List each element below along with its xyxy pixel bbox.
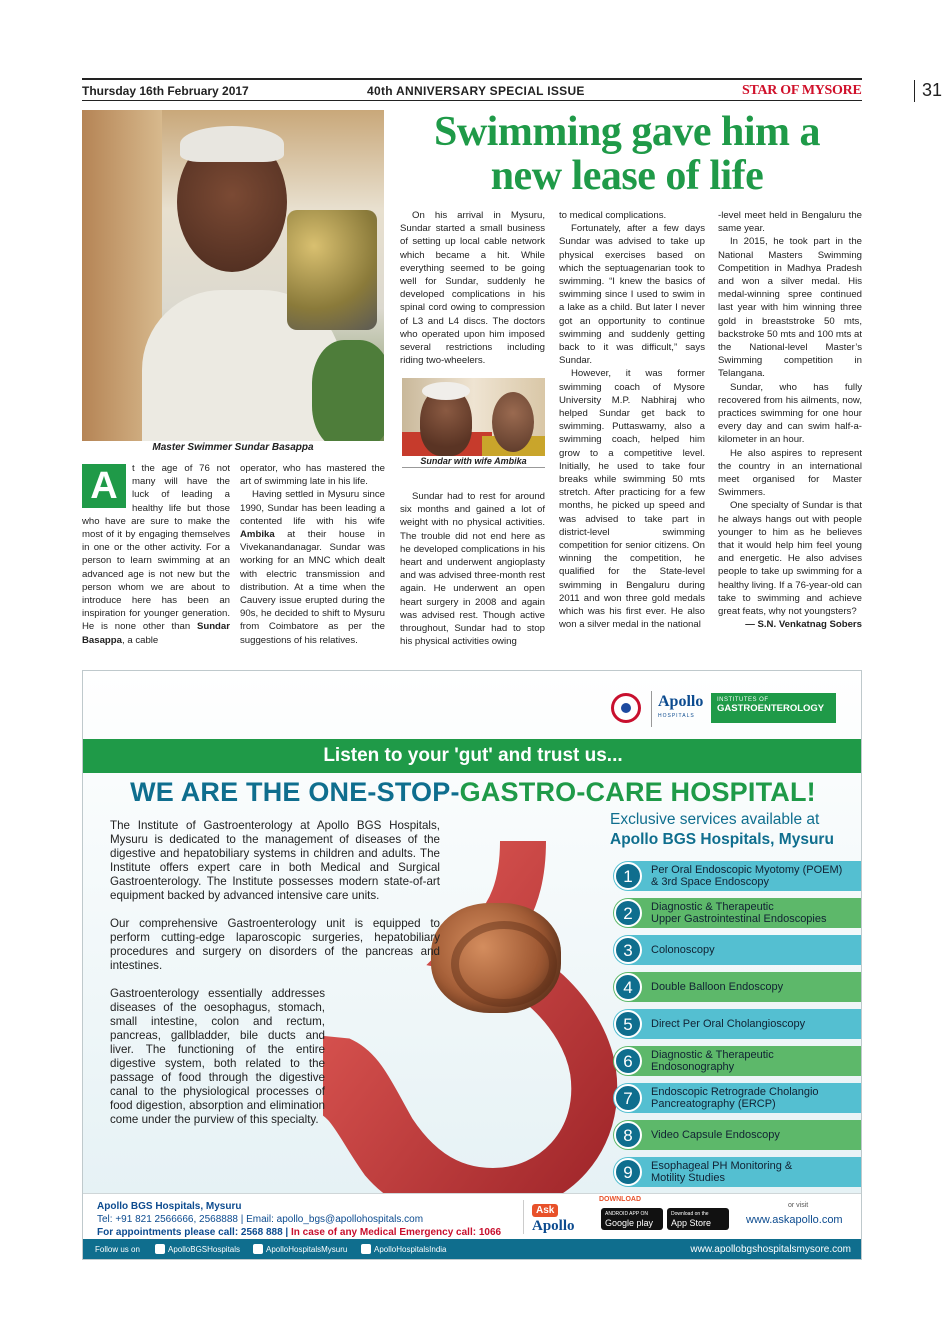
photo2-woman bbox=[492, 392, 534, 452]
headline-line-1: Swimming gave him a bbox=[433, 109, 820, 155]
ask-apollo-logo bbox=[523, 1200, 587, 1234]
photo-medals bbox=[287, 210, 377, 330]
photo2-hair bbox=[422, 382, 470, 400]
service-number: 6 bbox=[614, 1047, 642, 1075]
service-item bbox=[613, 861, 861, 891]
google-play-label: Google play bbox=[605, 1218, 654, 1228]
app-store-label: App Store bbox=[671, 1218, 712, 1228]
service-number: 7 bbox=[614, 1084, 642, 1112]
service-label-a: Per Oral Endoscopic Myotomy (POEM) bbox=[651, 864, 843, 876]
institutes-small: INSTITUTES OF bbox=[717, 697, 769, 703]
ask-apollo-text: Apollo bbox=[532, 1218, 575, 1234]
col3-p1: On his arrival in Mysuru, Sundar started a small business of setting up local cable network which became a hit. While everything seemed to be going well for Sundar, suddenly he developed complications in his spinal cord owing to compression of L3 and L4 discs. The doctors who operated upon him imposed several restrictions including riding two-wheelers. bbox=[400, 210, 545, 367]
apollo-logo-sub: HOSPITALS bbox=[658, 713, 695, 719]
youtube-link[interactable] bbox=[361, 1239, 447, 1260]
photo-hair bbox=[180, 126, 284, 162]
services-heading-1: Exclusive services available at bbox=[610, 811, 820, 828]
byline: — S.N. Venkatnag Sobers bbox=[745, 619, 862, 631]
col1-name: Sundar Basappa bbox=[82, 621, 230, 646]
service-item bbox=[613, 1120, 861, 1150]
ad-contact-bar bbox=[83, 1193, 862, 1239]
ad-title-a: WE ARE THE ONE-STOP- bbox=[130, 777, 460, 807]
col4-p2: Fortunately, after a few days Sundar was advised to take up physical exercises based on which the septuagenarian took to swimming. “I knew the basics of swimming since I used to swim in a lake as a child. But later I never got an opportunity to continue swimming and suddenly getting back to it was difficult,” says Sundar. bbox=[559, 223, 705, 367]
photo-sundar-basappa bbox=[82, 110, 384, 441]
col2-p2-name: Ambika bbox=[240, 529, 275, 541]
facebook-link[interactable] bbox=[155, 1239, 240, 1260]
col5-p2: In 2015, he took part in the National Masters Swimming Competition in Madhya Pradesh and won a silver medal. His medal-winning spree continued last year with him winning three gold in breaststroke 50 mts, backstroke 50 mts and 100 mts at the National-level Master’s Swimming competition in Telangana. bbox=[718, 236, 862, 380]
header-bottom-rule bbox=[82, 100, 862, 101]
photo-sundar-with-wife bbox=[402, 378, 545, 456]
service-label-a: Diagnostic & Therapeutic bbox=[651, 901, 774, 913]
col5-p1: -level meet held in Bengaluru the same year. bbox=[718, 210, 862, 235]
tel-email: Tel: +91 821 2566666, 2568888 | Email: apollo_bgs@apollohospitals.com bbox=[97, 1214, 424, 1225]
col1-text-end: , a cable bbox=[122, 634, 159, 646]
institutes-large: GASTROENTEROLOGY bbox=[717, 703, 825, 714]
service-label: Video Capsule Endoscopy bbox=[651, 1129, 780, 1141]
col1-text: t the age of 76 not many will have the luck of leading a healthy life but those who have are sure to make the most of it by engaging themselves in one or the other activity. For a person to learn swimming at an advanced age is not new but the person whom we are about to introduce here has been an inspiration for younger generation. He is none other than bbox=[82, 463, 230, 633]
service-item bbox=[613, 1157, 861, 1187]
service-number: 1 bbox=[614, 862, 642, 890]
photo2-caption: Sundar with wife Ambika bbox=[402, 456, 545, 468]
service-label bbox=[651, 901, 826, 925]
service-label-b: Endosonography bbox=[651, 1061, 735, 1073]
ad-para-3: Gastroenterology essentially addresses diseases of the oesophagus, stomach, small intestine, colon and rectum, pancreas, gallbladder, bile ducts and liver. The functioning of the entire digestive system, both related to the passage of food through the digestive canal to the physiological processes of food digestion, absorption and elimination come under the purview of this specialty. bbox=[110, 987, 325, 1126]
rope-knot-icon bbox=[431, 903, 561, 1013]
col2-p2-c: at their house in Vivekanandanagar. Sundar was working for an MNC which dealt with electric transmission and distribution. At a time when the Cauvery issue erupted during the 90s, he decided to shift to Mysuru from Coimbatore as per the suggestions of his relatives. bbox=[240, 529, 385, 646]
apollo-logo bbox=[651, 691, 709, 727]
col4-p3: However, it was former swimming coach of Mysore University M.P. Nabhiraj who helped Sundar get back to swimming. Puttaswamy, also a swimming coach, helped him grow to a competitive level. Initially, he used to take four breaks while swimming 50 mts stretch. After practicing for a few months, he picked up speed and was advised to take part in district-level swimming competition for senior citizens. On winning the competition, he qualified for the State-level swimming in Bengaluru during 2011 and won three gold medals which was his first ever. He also won a silver medal in the national bbox=[559, 368, 705, 631]
service-label-b: Motility Studies bbox=[651, 1172, 725, 1184]
header-separator bbox=[914, 80, 915, 102]
facebook-handle: ApolloBGSHospitals bbox=[168, 1245, 241, 1254]
hospital-website-link[interactable]: www.apollobgshospitalsmysore.com bbox=[690, 1244, 851, 1255]
col2-p1: operator, who has mastered the art of swimming late in his life. bbox=[240, 463, 385, 488]
ad-body-text bbox=[110, 819, 440, 1141]
headline-line-2: new lease of life bbox=[490, 153, 764, 199]
col2-p2-a: Having settled in Mysuru since 1990, Sundar has been leading a contented life with his wife bbox=[240, 489, 385, 527]
article-column-3b bbox=[400, 490, 545, 648]
contact-details bbox=[97, 1200, 501, 1239]
facebook-icon bbox=[155, 1244, 165, 1254]
col5-p3: Sundar, who has fully recovered from his ailments, now, practices swimming for one hour every day and can swim half-a-kilometer in an hour. bbox=[718, 381, 862, 446]
social-bar bbox=[83, 1239, 862, 1260]
or-visit-label: or visit bbox=[788, 1202, 809, 1209]
service-label bbox=[651, 1086, 819, 1110]
service-label: Double Balloon Endoscopy bbox=[651, 981, 784, 993]
youtube-icon bbox=[361, 1244, 371, 1254]
service-item bbox=[613, 1083, 861, 1113]
service-label-b: & 3rd Space Endoscopy bbox=[651, 876, 770, 888]
service-label bbox=[651, 864, 842, 888]
service-number: 3 bbox=[614, 936, 642, 964]
instagram-handle: ApolloHospitalsMysuru bbox=[266, 1245, 348, 1254]
article-column-4 bbox=[559, 209, 705, 632]
header-issue: 40th ANNIVERSARY SPECIAL ISSUE bbox=[367, 84, 585, 98]
service-number: 9 bbox=[614, 1158, 642, 1186]
institutes-logo bbox=[711, 693, 836, 723]
service-item bbox=[613, 972, 861, 1002]
service-label: Colonoscopy bbox=[651, 944, 715, 956]
follow-label: Follow us on bbox=[95, 1245, 140, 1254]
ad-title-b: GASTRO-CARE HOSPITAL! bbox=[459, 777, 816, 807]
article-column-3 bbox=[400, 209, 545, 367]
service-label bbox=[651, 1160, 792, 1184]
page-header bbox=[82, 80, 943, 100]
service-label-b: Pancreatography (ERCP) bbox=[651, 1098, 776, 1110]
article-headline bbox=[392, 110, 862, 198]
appointment-line bbox=[97, 1226, 501, 1239]
article-column-2 bbox=[240, 462, 385, 647]
services-heading-2: Apollo BGS Hospitals, Mysuru bbox=[610, 831, 834, 848]
ask-badge: Ask bbox=[532, 1204, 558, 1217]
service-item bbox=[613, 898, 861, 928]
download-label: DOWNLOAD bbox=[599, 1196, 641, 1203]
newspaper-name: STAR OF MYSORE bbox=[742, 83, 862, 98]
appointment-text: For appointments please call: 2568 888 | bbox=[97, 1227, 291, 1238]
photo-plant bbox=[312, 340, 384, 441]
app-store-badge[interactable] bbox=[667, 1208, 729, 1230]
ad-para-1: The Institute of Gastroenterology at Apollo BGS Hospitals, Mysuru is dedicated to the management of diseases of the digestive and hepatobiliary systems in children and adults. The Institute offers expert care in both Medical and Surgical Gastroenterology. The Institute possesses modern state-of-art equipment backed by advanced intensive care units. bbox=[110, 819, 440, 902]
service-label: Direct Per Oral Cholangioscopy bbox=[651, 1018, 806, 1030]
article-column-5 bbox=[718, 209, 862, 632]
service-number: 8 bbox=[614, 1121, 642, 1149]
instagram-icon bbox=[253, 1244, 263, 1254]
services-heading bbox=[610, 811, 850, 849]
col3-p2: Sundar had to rest for around six months and gained a lot of weight with no physical activities. The trouble did not end here as he developed complications in his heart and underwent angioplasty and was advised three-month rest again. He underwent an open heart surgery in 2008 and again was advised rest. Though active throughout, Sundar had to stop his physical activities owing bbox=[400, 491, 545, 648]
apollo-logo-text: Apollo bbox=[658, 693, 704, 710]
ad-logos bbox=[611, 691, 837, 727]
ad-title bbox=[83, 777, 862, 808]
service-label-b: Upper Gastrointestinal Endoscopies bbox=[651, 913, 827, 925]
instagram-link[interactable] bbox=[253, 1239, 347, 1260]
google-play-badge[interactable] bbox=[601, 1208, 663, 1230]
google-play-small: ANDROID APP ON bbox=[605, 1211, 648, 1217]
app-store-small: Download on the bbox=[671, 1211, 709, 1217]
service-label-a: Esophageal PH Monitoring & bbox=[651, 1160, 793, 1172]
nabh-seal-icon bbox=[611, 693, 641, 723]
ad-para-2: Our comprehensive Gastroenterology unit is equipped to perform cutting-edge laparoscopic surgeries, hepatobiliary procedures and surgery on disorders of the pancreas and intestines. bbox=[110, 917, 440, 972]
service-label bbox=[651, 1049, 774, 1073]
ad-tagline-band: Listen to your 'gut' and trust us... bbox=[83, 739, 862, 773]
service-label-a: Diagnostic & Therapeutic bbox=[651, 1049, 774, 1061]
photo1-caption: Master Swimmer Sundar Basappa bbox=[152, 442, 314, 453]
col5-p5: One specialty of Sundar is that he always hangs out with people younger to him as he believes that it would help him feel young and energetic. He also advises people to take up swimming for a healthy living. If a 76-year-old can take to swimming and achieve great feats, why not youngsters? bbox=[718, 500, 862, 618]
header-date: Thursday 16th February 2017 bbox=[82, 84, 249, 98]
service-number: 5 bbox=[614, 1010, 642, 1038]
article-column-1 bbox=[82, 462, 230, 647]
service-item bbox=[613, 935, 861, 965]
col2-p2 bbox=[240, 488, 385, 646]
service-label-a: Endoscopic Retrograde Cholangio bbox=[651, 1086, 819, 1098]
page-number: 31 bbox=[922, 80, 943, 100]
service-item bbox=[613, 1046, 861, 1076]
services-list bbox=[613, 861, 861, 1194]
drop-cap: A bbox=[82, 464, 126, 508]
youtube-handle: ApolloHospitalsIndia bbox=[374, 1245, 447, 1254]
hospital-name: Apollo BGS Hospitals, Mysuru bbox=[97, 1201, 242, 1212]
askapollo-link[interactable]: www.askapollo.com bbox=[746, 1214, 843, 1226]
col4-p1: to medical complications. bbox=[559, 210, 667, 221]
service-number: 4 bbox=[614, 973, 642, 1001]
apollo-advertisement bbox=[82, 670, 862, 1260]
emergency-text: In case of any Medical Emergency call: 1066 bbox=[290, 1227, 502, 1238]
col5-p4: He also aspires to represent the country in an international meet organised for Master Swimmers. bbox=[718, 447, 862, 499]
service-number: 2 bbox=[614, 899, 642, 927]
service-item bbox=[613, 1009, 861, 1039]
